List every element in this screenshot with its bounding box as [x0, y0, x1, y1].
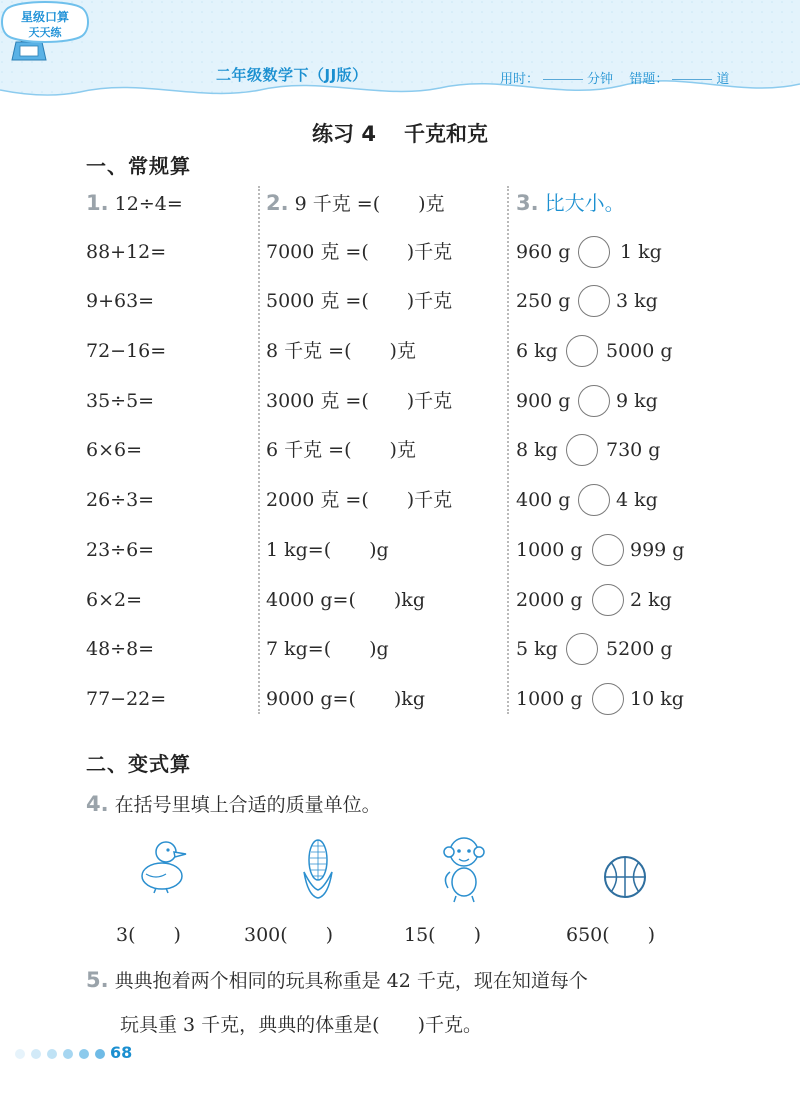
- compare-left-value: 400 g: [516, 489, 571, 511]
- errors-unit: 道: [716, 72, 730, 87]
- question-3-header: [516, 188, 625, 218]
- weight-monkey-label: 15( ): [404, 924, 482, 946]
- compare-answer-circle[interactable]: [566, 335, 598, 367]
- section-heading-variant: 二、变式算: [86, 752, 191, 776]
- book-title: 二年级数学下（JJ版）: [216, 66, 368, 84]
- basketball-icon: [602, 854, 648, 900]
- question-4-text: 在括号里填上合适的质量单位。: [114, 794, 381, 816]
- question-number: 4.: [86, 792, 109, 816]
- arithmetic-item: 48÷8=: [86, 638, 155, 660]
- compare-left-value: 1000 g: [516, 688, 583, 710]
- question-1-first-row: [86, 188, 183, 218]
- column-divider: [507, 186, 509, 714]
- compare-right-value: 10 kg: [630, 688, 684, 710]
- arithmetic-item: 77−22=: [86, 688, 167, 710]
- weight-corn-label: 300( ): [244, 924, 334, 946]
- conversion-item: 2000 克 =( )千克: [266, 489, 453, 511]
- monkey-icon: [440, 834, 488, 904]
- column-divider: [258, 186, 260, 714]
- question-5-line1: [86, 965, 588, 996]
- question-5-line2: 玩具重 3 千克，典典的体重是( )千克。: [120, 1014, 482, 1036]
- question-4-prompt: [86, 790, 381, 817]
- compare-answer-circle[interactable]: [578, 285, 610, 317]
- compare-right-value: 5200 g: [606, 638, 673, 660]
- question-number: 3.: [516, 191, 539, 215]
- question-number: 2.: [266, 191, 289, 215]
- conversion-item: 7000 克 =( )千克: [266, 241, 453, 263]
- arithmetic-item: 35÷5=: [86, 390, 155, 412]
- question-5-text: 典典抱着两个相同的玩具称重是 42 千克，现在知道每个: [114, 970, 588, 992]
- lesson-number: 练习 4: [312, 122, 376, 146]
- page-number: 68: [110, 1043, 133, 1062]
- footer-decoration: [14, 1047, 106, 1061]
- brand-logo: [0, 0, 90, 46]
- compare-answer-circle[interactable]: [592, 584, 624, 616]
- logo-line2: 天天练: [28, 26, 62, 39]
- compare-answer-circle[interactable]: [566, 434, 598, 466]
- compare-right-value: 999 g: [630, 539, 685, 561]
- question-number: 1.: [86, 191, 109, 215]
- header-wave-background: [0, 0, 800, 112]
- arithmetic-item: 6×2=: [86, 589, 143, 611]
- conversion-item: 1 kg=( )g: [266, 539, 389, 561]
- conversion-item: 3000 克 =( )千克: [266, 390, 453, 412]
- logo-line1: 星级口算: [20, 10, 70, 24]
- conversion-item: 9 千克 =( )克: [294, 193, 445, 215]
- lesson-topic: 千克和克: [403, 122, 488, 146]
- weight-duck-label: 3( ): [116, 924, 181, 946]
- compare-right-value: 1 kg: [620, 241, 662, 263]
- compare-left-value: 960 g: [516, 241, 571, 263]
- errors-label: 错题：: [629, 72, 669, 87]
- conversion-item: 6 千克 =( )克: [266, 439, 416, 461]
- conversion-item: 7 kg=( )g: [266, 638, 389, 660]
- arithmetic-item: 26÷3=: [86, 489, 155, 511]
- compare-left-value: 8 kg: [516, 439, 558, 461]
- arithmetic-item: 88+12=: [86, 241, 167, 263]
- compare-left-value: 1000 g: [516, 539, 583, 561]
- compare-left-value: 5 kg: [516, 638, 558, 660]
- question-3-instruction: 比大小。: [544, 191, 625, 215]
- time-label: 用时：: [500, 72, 540, 87]
- time-unit: 分钟: [587, 72, 614, 87]
- time-error-stats: [500, 68, 729, 87]
- page-header: [0, 0, 800, 112]
- arithmetic-item: 23÷6=: [86, 539, 155, 561]
- compare-answer-circle[interactable]: [592, 534, 624, 566]
- conversion-item: 5000 克 =( )千克: [266, 290, 453, 312]
- page-title: [0, 118, 800, 148]
- compare-right-value: 2 kg: [630, 589, 672, 611]
- compare-answer-circle[interactable]: [578, 385, 610, 417]
- conversion-item: 8 千克 =( )克: [266, 340, 416, 362]
- compare-answer-circle[interactable]: [566, 633, 598, 665]
- compare-left-value: 900 g: [516, 390, 571, 412]
- errors-blank[interactable]: [672, 79, 712, 80]
- compare-answer-circle[interactable]: [578, 236, 610, 268]
- compare-right-value: 4 kg: [616, 489, 658, 511]
- compare-right-value: 9 kg: [616, 390, 658, 412]
- corn-icon: [300, 832, 336, 900]
- compare-answer-circle[interactable]: [578, 484, 610, 516]
- compare-left-value: 2000 g: [516, 589, 583, 611]
- compare-left-value: 250 g: [516, 290, 571, 312]
- arithmetic-item: 9+63=: [86, 290, 155, 312]
- question-2-first-row: [266, 188, 445, 218]
- conversion-item: 9000 g=( )kg: [266, 688, 425, 710]
- compare-answer-circle[interactable]: [592, 683, 624, 715]
- duck-icon: [136, 832, 188, 894]
- compare-right-value: 3 kg: [616, 290, 658, 312]
- arithmetic-item: 6×6=: [86, 439, 143, 461]
- arithmetic-item: 72−16=: [86, 340, 167, 362]
- time-blank[interactable]: [543, 79, 583, 80]
- compare-right-value: 5000 g: [606, 340, 673, 362]
- compare-left-value: 6 kg: [516, 340, 558, 362]
- arithmetic-item: 12÷4=: [114, 193, 183, 215]
- section-heading-regular: 一、常规算: [86, 154, 191, 178]
- question-number: 5.: [86, 968, 109, 992]
- compare-right-value: 730 g: [606, 439, 661, 461]
- conversion-item: 4000 g=( )kg: [266, 589, 425, 611]
- weight-basketball-label: 650( ): [566, 924, 656, 946]
